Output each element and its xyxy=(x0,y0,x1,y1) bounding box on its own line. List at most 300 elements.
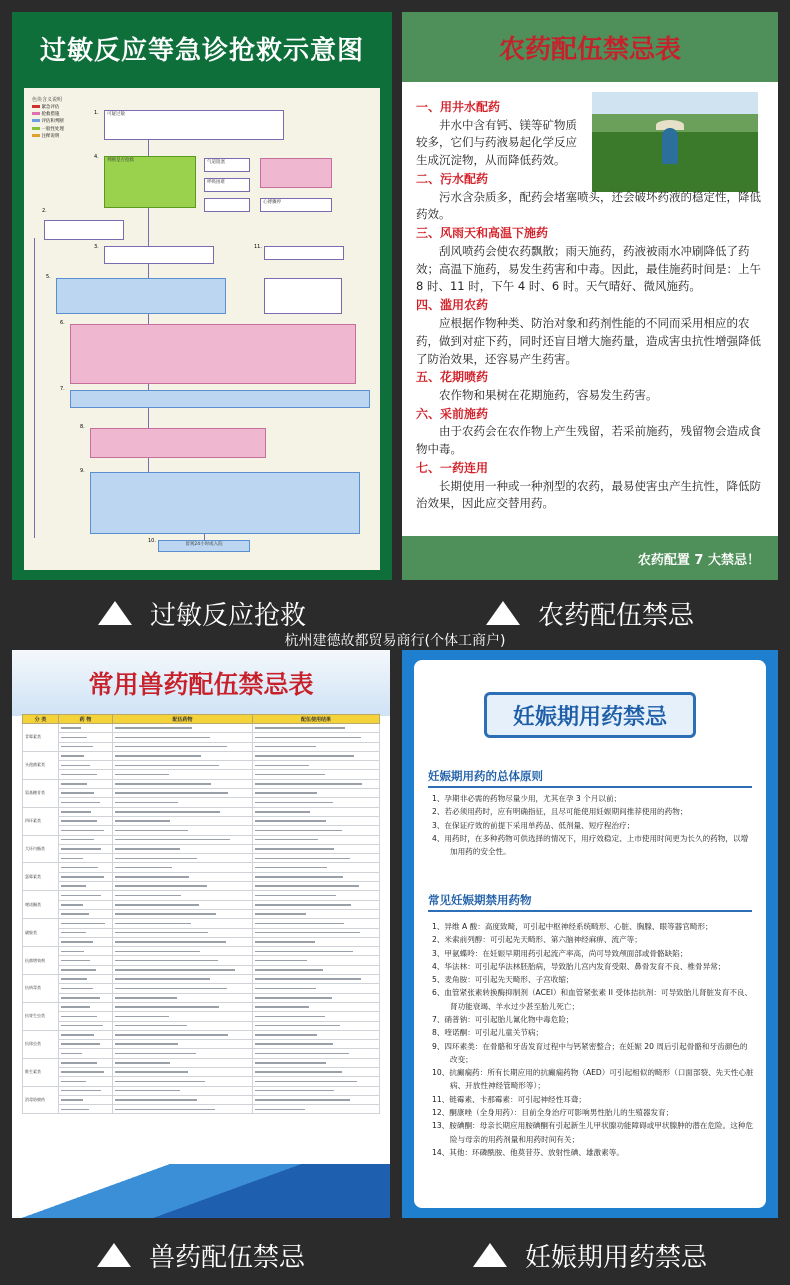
illegible-text-line xyxy=(61,988,93,990)
table-row xyxy=(23,872,380,881)
table-cell xyxy=(253,956,380,965)
table-cell xyxy=(253,984,380,993)
step-number: 5. xyxy=(46,274,51,280)
illegible-text-line xyxy=(115,923,191,925)
illegible-text-line xyxy=(115,792,228,794)
table-cell xyxy=(59,1086,113,1095)
table-row xyxy=(23,733,380,742)
illegible-text-line xyxy=(115,737,210,739)
table-cell xyxy=(59,891,113,900)
illegible-text-line xyxy=(255,904,351,906)
illegible-text-line xyxy=(61,1043,100,1045)
table-cell xyxy=(253,1058,380,1067)
table-row xyxy=(23,1012,380,1021)
table-cell xyxy=(113,844,253,853)
illegible-text-line xyxy=(115,1006,219,1008)
table-cell xyxy=(113,928,253,937)
caption-pregnancy-text: 妊娠期用药禁忌 xyxy=(524,1242,707,1273)
table-cell xyxy=(113,919,253,928)
table-cell xyxy=(253,909,380,918)
list-item: 1、孕期非必需的药物尽量少用，尤其在孕 3 个月以前； xyxy=(432,794,622,803)
illegible-text-line xyxy=(115,932,208,934)
table-row xyxy=(23,1058,380,1067)
rule-heading: 四、滥用农药 xyxy=(416,298,489,313)
table-cell xyxy=(253,1105,380,1114)
table-cell xyxy=(253,882,380,891)
legend-item: 注释说明 xyxy=(32,133,64,140)
legend-item: 紧急评估 xyxy=(32,104,64,111)
table-row xyxy=(23,742,380,751)
table-cell xyxy=(113,1067,253,1076)
illegible-text-line xyxy=(61,1062,97,1064)
table-cell xyxy=(59,947,113,956)
list-item: 2、米索前列醇：可引起先天畸形、第六脑神经麻痹、流产等； xyxy=(432,935,642,945)
table-cell xyxy=(253,789,380,798)
illegible-text-line xyxy=(61,820,97,822)
table-row xyxy=(23,844,380,853)
illegible-text-line xyxy=(255,1053,349,1055)
category-cell: 喹诺酮类 xyxy=(23,891,59,919)
illegible-text-line xyxy=(255,978,361,980)
table-cell xyxy=(113,909,253,918)
table-cell xyxy=(113,882,253,891)
illegible-text-line xyxy=(61,1053,82,1055)
illegible-text-line xyxy=(115,774,169,776)
table-cell xyxy=(253,724,380,733)
table-cell xyxy=(113,1095,253,1104)
rule-text: 由于农药会在农作物上产生残留，若采前施药，残留物会造成食物中毒。 xyxy=(416,424,761,457)
box-airway: 气道阻塞 xyxy=(204,158,250,172)
table-cell xyxy=(113,1030,253,1039)
box-cardiac-arrest: 心搏骤停 xyxy=(260,198,332,212)
illegible-text-line xyxy=(115,1016,169,1018)
step-number: 4. xyxy=(94,154,99,160)
box-step5-side xyxy=(264,278,342,314)
table-cell xyxy=(59,1030,113,1039)
illegible-text-line xyxy=(255,737,361,739)
illegible-text-line xyxy=(255,1109,305,1111)
table-cell xyxy=(113,1012,253,1021)
box-step10: 留观24小时或入院 xyxy=(158,540,250,552)
illegible-text-line xyxy=(115,1071,188,1073)
drugs-list xyxy=(432,920,754,1159)
flow-arrow xyxy=(34,238,35,538)
illegible-text-line xyxy=(61,1016,97,1018)
illegible-text-line xyxy=(255,923,344,925)
illegible-text-line xyxy=(255,774,325,776)
table-cell xyxy=(113,835,253,844)
table-cell xyxy=(113,975,253,984)
flow-arrow xyxy=(148,140,149,156)
table-row xyxy=(23,724,380,733)
table-row xyxy=(23,891,380,900)
illegible-text-line xyxy=(115,727,192,729)
table-cell xyxy=(253,1067,380,1076)
company-name: 杭州建德故都贸易商行(个体工商户) xyxy=(284,633,506,649)
box-suspected-allergy: 可疑过敏 xyxy=(104,110,284,140)
flow-arrow xyxy=(148,458,149,472)
list-item: 7、硝普钠：可引起胎儿氰化物中毒危险； xyxy=(432,1014,574,1024)
flow-arrow xyxy=(148,408,149,428)
illegible-text-line xyxy=(61,802,100,804)
table-row xyxy=(23,909,380,918)
table-cell xyxy=(59,1077,113,1086)
table-row xyxy=(23,751,380,760)
illegible-text-line xyxy=(255,1025,340,1027)
illegible-text-line xyxy=(61,811,91,813)
table-cell xyxy=(59,751,113,760)
step-number: 2. xyxy=(42,208,47,214)
illegible-text-line xyxy=(115,746,227,748)
table-cell xyxy=(59,984,113,993)
illegible-text-line xyxy=(255,811,310,813)
triangle-icon xyxy=(97,1243,131,1267)
illegible-text-line xyxy=(115,820,170,822)
table-cell xyxy=(253,854,380,863)
list-item: 6、血管紧张素转换酶抑制剂（ACEI）和血管紧张素 II 受体拮抗剂：可导致胎儿肾脏发育不良、肾功能衰竭、羊水过少甚至胎儿死亡； xyxy=(432,988,753,1011)
table-cell xyxy=(59,1058,113,1067)
illegible-text-line xyxy=(115,978,210,980)
illegible-text-line xyxy=(255,1099,350,1101)
table-cell xyxy=(59,835,113,844)
table-cell xyxy=(59,854,113,863)
table-cell xyxy=(59,761,113,770)
illegible-text-line xyxy=(255,951,353,953)
table-cell xyxy=(253,816,380,825)
illegible-text-line xyxy=(61,1109,89,1111)
vet-drug-poster xyxy=(12,650,390,1218)
table-cell xyxy=(59,798,113,807)
table-cell xyxy=(113,779,253,788)
allergy-emergency-poster xyxy=(12,12,392,580)
step-number: 1. xyxy=(94,110,99,116)
table-cell xyxy=(113,984,253,993)
table-cell xyxy=(253,919,380,928)
category-cell: 氯霉素类 xyxy=(23,863,59,891)
list-item: 2、若必须用药时，应有明确指征，且尽可能使用妊娠期间推荐使用的药物； xyxy=(432,807,688,817)
list-item: 9、四环素类：在骨骼和牙齿发育过程中与钙紧密整合；在妊娠 20 周后引起骨骼和牙齿颜色的改变； xyxy=(432,1041,748,1064)
illegible-text-line xyxy=(115,802,178,804)
illegible-text-line xyxy=(115,941,226,943)
caption-vet xyxy=(12,1225,390,1285)
illegible-text-line xyxy=(255,941,315,943)
table-cell xyxy=(59,789,113,798)
allergy-poster-title: 过敏反应等急诊抢救示意图 xyxy=(39,35,364,66)
category-cell: 青霉素类 xyxy=(23,724,59,752)
illegible-text-line xyxy=(115,830,188,832)
table-cell xyxy=(113,1049,253,1058)
table-cell xyxy=(113,1021,253,1030)
table-cell xyxy=(113,900,253,909)
table-row xyxy=(23,882,380,891)
illegible-text-line xyxy=(115,1090,180,1092)
box-breathing: 呼吸困难 xyxy=(204,178,250,192)
table-row xyxy=(23,826,380,835)
list-item: 1、异维 A 酸：高度致畸，可引起中枢神经系统畸形、心脏、胸腺、眼等器官畸形； xyxy=(432,922,713,931)
table-row xyxy=(23,770,380,779)
table-cell xyxy=(253,1012,380,1021)
rule-heading: 七、一药连用 xyxy=(416,460,489,475)
table-row xyxy=(23,993,380,1002)
rule-text: 长期使用一种或一种剂型的农药，最易使害虫产生抗性，降低防治效果，因此应交替用药。 xyxy=(416,478,761,511)
table-cell xyxy=(253,1049,380,1058)
section-principles-title: 妊娠期用药的总体原则 xyxy=(428,768,752,788)
legend-item: 一般性处理 xyxy=(32,126,64,133)
table-header-row xyxy=(23,715,380,724)
table-cell xyxy=(59,724,113,733)
table-cell xyxy=(59,956,113,965)
flow-arrow xyxy=(148,264,149,278)
table-cell xyxy=(113,816,253,825)
illegible-text-line xyxy=(61,1034,94,1036)
table-row xyxy=(23,919,380,928)
table-row xyxy=(23,816,380,825)
table-cell xyxy=(59,1105,113,1114)
rule-heading: 一、用井水配药 xyxy=(416,100,501,114)
table-cell xyxy=(113,956,253,965)
illegible-text-line xyxy=(61,904,83,906)
illegible-text-line xyxy=(255,1006,309,1008)
illegible-text-line xyxy=(61,1025,103,1027)
table-cell xyxy=(59,1040,113,1049)
pesticide-rules xyxy=(416,98,766,513)
table-header: 分 类 xyxy=(23,715,59,724)
pregnancy-card xyxy=(414,660,766,1208)
table-cell xyxy=(59,1012,113,1021)
illegible-text-line xyxy=(61,737,87,739)
illegible-text-line xyxy=(255,820,326,822)
table-row xyxy=(23,1077,380,1086)
illegible-text-line xyxy=(255,867,327,869)
illegible-text-line xyxy=(255,969,323,971)
table-cell xyxy=(253,761,380,770)
table-cell xyxy=(253,742,380,751)
table-header: 配伍药物 xyxy=(113,715,253,724)
table-cell xyxy=(113,1002,253,1011)
table-cell xyxy=(59,807,113,816)
pregnancy-poster-title: 妊娠期用药禁忌 xyxy=(484,692,696,738)
table-cell xyxy=(113,937,253,946)
section-drugs-title: 常见妊娠期禁用药物 xyxy=(428,892,752,912)
table-cell xyxy=(113,872,253,881)
table-cell xyxy=(253,1040,380,1049)
illegible-text-line xyxy=(255,792,317,794)
rule-text: 农作物和果树在花期施药，容易发生药害。 xyxy=(439,387,658,402)
illegible-text-line xyxy=(61,969,96,971)
illegible-text-line xyxy=(115,997,177,999)
category-cell: 大环内酯类 xyxy=(23,835,59,863)
category-cell: 抗球虫类 xyxy=(23,1030,59,1058)
triangle-icon xyxy=(473,1243,507,1267)
table-row xyxy=(23,798,380,807)
illegible-text-line xyxy=(115,1099,197,1101)
caption-pesticide-text: 农药配伍禁忌 xyxy=(537,600,694,631)
rule-heading: 三、风雨天和高温下施药 xyxy=(416,226,549,241)
principles-list xyxy=(432,792,754,858)
illegible-text-line xyxy=(61,1090,101,1092)
step-number: 9. xyxy=(80,468,85,474)
table-cell xyxy=(59,919,113,928)
illegible-text-line xyxy=(255,960,307,962)
table-cell xyxy=(253,937,380,946)
table-cell xyxy=(113,863,253,872)
table-row xyxy=(23,1002,380,1011)
list-item: 4、用药时，在多种药物可供选择的情况下，用疗效稳定、上市使用时间更为长久的药物，以增加用药的安全性。 xyxy=(432,833,749,857)
category-cell: 消毒防腐药 xyxy=(23,1086,59,1114)
list-item: 8、喹诺酮：可引起儿童关节病； xyxy=(432,1028,544,1038)
illegible-text-line xyxy=(61,867,98,869)
list-item: 14、其他：环磷酰胺、他莫昔芬、放射性碘、雄激素等。 xyxy=(432,1147,624,1157)
table-cell xyxy=(253,798,380,807)
illegible-text-line xyxy=(115,913,216,915)
table-cell xyxy=(113,1058,253,1067)
illegible-text-line xyxy=(61,885,86,887)
caption-allergy-text: 过敏反应抢救 xyxy=(149,600,306,631)
table-cell xyxy=(253,1095,380,1104)
illegible-text-line xyxy=(61,913,89,915)
table-row xyxy=(23,1030,380,1039)
pregnancy-poster xyxy=(402,650,778,1218)
table-cell xyxy=(59,816,113,825)
decorative-wave xyxy=(12,1164,390,1218)
flow-arrow xyxy=(148,314,149,324)
illegible-text-line xyxy=(255,895,336,897)
illegible-text-line xyxy=(255,755,354,757)
illegible-text-line xyxy=(61,792,94,794)
vet-poster-title: 常用兽药配伍禁忌表 xyxy=(12,650,390,716)
table-cell xyxy=(253,1002,380,1011)
table-cell xyxy=(253,807,380,816)
pesticide-poster xyxy=(402,12,778,580)
table-row xyxy=(23,984,380,993)
table-row xyxy=(23,807,380,816)
table-cell xyxy=(253,1021,380,1030)
flow-arrow xyxy=(148,208,149,246)
illegible-text-line xyxy=(255,1062,326,1064)
list-item: 11、链霉素、卡那霉素：可引起神经性耳聋； xyxy=(432,1094,586,1104)
table-cell xyxy=(253,947,380,956)
box-shock xyxy=(204,198,250,212)
illegible-text-line xyxy=(61,746,93,748)
table-cell xyxy=(59,965,113,974)
table-cell xyxy=(59,770,113,779)
illegible-text-line xyxy=(255,1071,342,1073)
illegible-text-line xyxy=(255,727,345,729)
table-cell xyxy=(59,1067,113,1076)
category-cell: 维生素类 xyxy=(23,1058,59,1086)
table-row xyxy=(23,956,380,965)
illegible-text-line xyxy=(115,969,235,971)
illegible-text-line xyxy=(115,1062,170,1064)
list-item: 3、在保证疗效的前提下采用单药品、低剂量、短疗程治疗； xyxy=(432,820,635,830)
list-item: 4、华法林：可引起华法林胚胎病，导致胎儿宫内发育受限、鼻骨发育不良、椎骨异常； xyxy=(432,961,726,971)
box-step5 xyxy=(56,278,226,314)
illegible-text-line xyxy=(61,997,100,999)
rule-heading: 六、采前施药 xyxy=(416,406,489,421)
rule-text: 污水含杂质多，配药会堵塞喷头，还会破坏药液的稳定性，降低药效。 xyxy=(416,189,761,222)
table-cell xyxy=(253,1086,380,1095)
box-step3 xyxy=(104,246,214,264)
table-cell xyxy=(113,1077,253,1086)
table-cell xyxy=(113,1040,253,1049)
legend-item: 评估和判断 xyxy=(32,118,64,125)
table-cell xyxy=(59,937,113,946)
illegible-text-line xyxy=(115,960,218,962)
illegible-text-line xyxy=(255,848,334,850)
box-step2-note xyxy=(44,220,124,240)
table-cell xyxy=(59,909,113,918)
flow-arrow xyxy=(204,534,205,540)
table-row xyxy=(23,947,380,956)
illegible-text-line xyxy=(255,1034,317,1036)
table-cell xyxy=(59,1021,113,1030)
caption-vet-text: 兽药配伍禁忌 xyxy=(148,1242,305,1273)
table-cell xyxy=(113,789,253,798)
illegible-text-line xyxy=(115,951,200,953)
illegible-text-line xyxy=(115,1109,215,1111)
step-number: 10. xyxy=(148,538,156,544)
flow-arrow xyxy=(148,384,149,390)
table-cell xyxy=(59,993,113,1002)
illegible-text-line xyxy=(61,1081,86,1083)
rule-heading: 二、污水配药 xyxy=(416,172,489,187)
table-cell xyxy=(113,891,253,900)
legend-title: 色块含义说明 xyxy=(32,97,63,103)
illegible-text-line xyxy=(61,783,87,785)
table-cell xyxy=(253,900,380,909)
table-cell xyxy=(253,975,380,984)
table-cell xyxy=(59,1049,113,1058)
category-cell: 头孢菌素类 xyxy=(23,751,59,779)
illegible-text-line xyxy=(115,988,227,990)
table-cell xyxy=(59,928,113,937)
table-cell xyxy=(253,863,380,872)
illegible-text-line xyxy=(115,867,172,869)
table-cell xyxy=(113,1105,253,1114)
illegible-text-line xyxy=(255,988,316,990)
category-cell: 磺胺类 xyxy=(23,919,59,947)
illegible-text-line xyxy=(255,1081,357,1083)
illegible-text-line xyxy=(61,830,104,832)
table-cell xyxy=(253,779,380,788)
category-cell: 抗菌增效剂 xyxy=(23,947,59,975)
illegible-text-line xyxy=(61,876,104,878)
table-row xyxy=(23,937,380,946)
illegible-text-line xyxy=(61,923,105,925)
illegible-text-line xyxy=(115,765,219,767)
caption-pregnancy xyxy=(402,1225,778,1285)
step-number: 3. xyxy=(94,244,99,250)
illegible-text-line xyxy=(255,913,306,915)
table-row xyxy=(23,863,380,872)
table-cell xyxy=(253,928,380,937)
table-header: 药 物 xyxy=(59,715,113,724)
triangle-icon xyxy=(486,601,520,625)
table-cell xyxy=(59,826,113,835)
table-cell xyxy=(253,770,380,779)
table-cell xyxy=(253,965,380,974)
allergy-flowchart xyxy=(24,88,380,570)
list-item: 5、麦角胺：可引起先天畸形、子宫收缩； xyxy=(432,975,574,985)
table-row xyxy=(23,975,380,984)
box-step7 xyxy=(70,390,370,408)
table-row xyxy=(23,854,380,863)
list-item: 12、酮康唑（全身用药）：目前全身治疗可影响男性胎儿的生殖器发育； xyxy=(432,1107,674,1117)
list-item: 10、抗癫痫药：所有长期应用的抗癫痫药物（AED）可引起相似的畸形（口面部裂、先天性心脏病、开放性神经管畸形等）； xyxy=(432,1068,754,1091)
illegible-text-line xyxy=(255,997,332,999)
illegible-text-line xyxy=(115,1081,205,1083)
illegible-text-line xyxy=(255,932,360,934)
